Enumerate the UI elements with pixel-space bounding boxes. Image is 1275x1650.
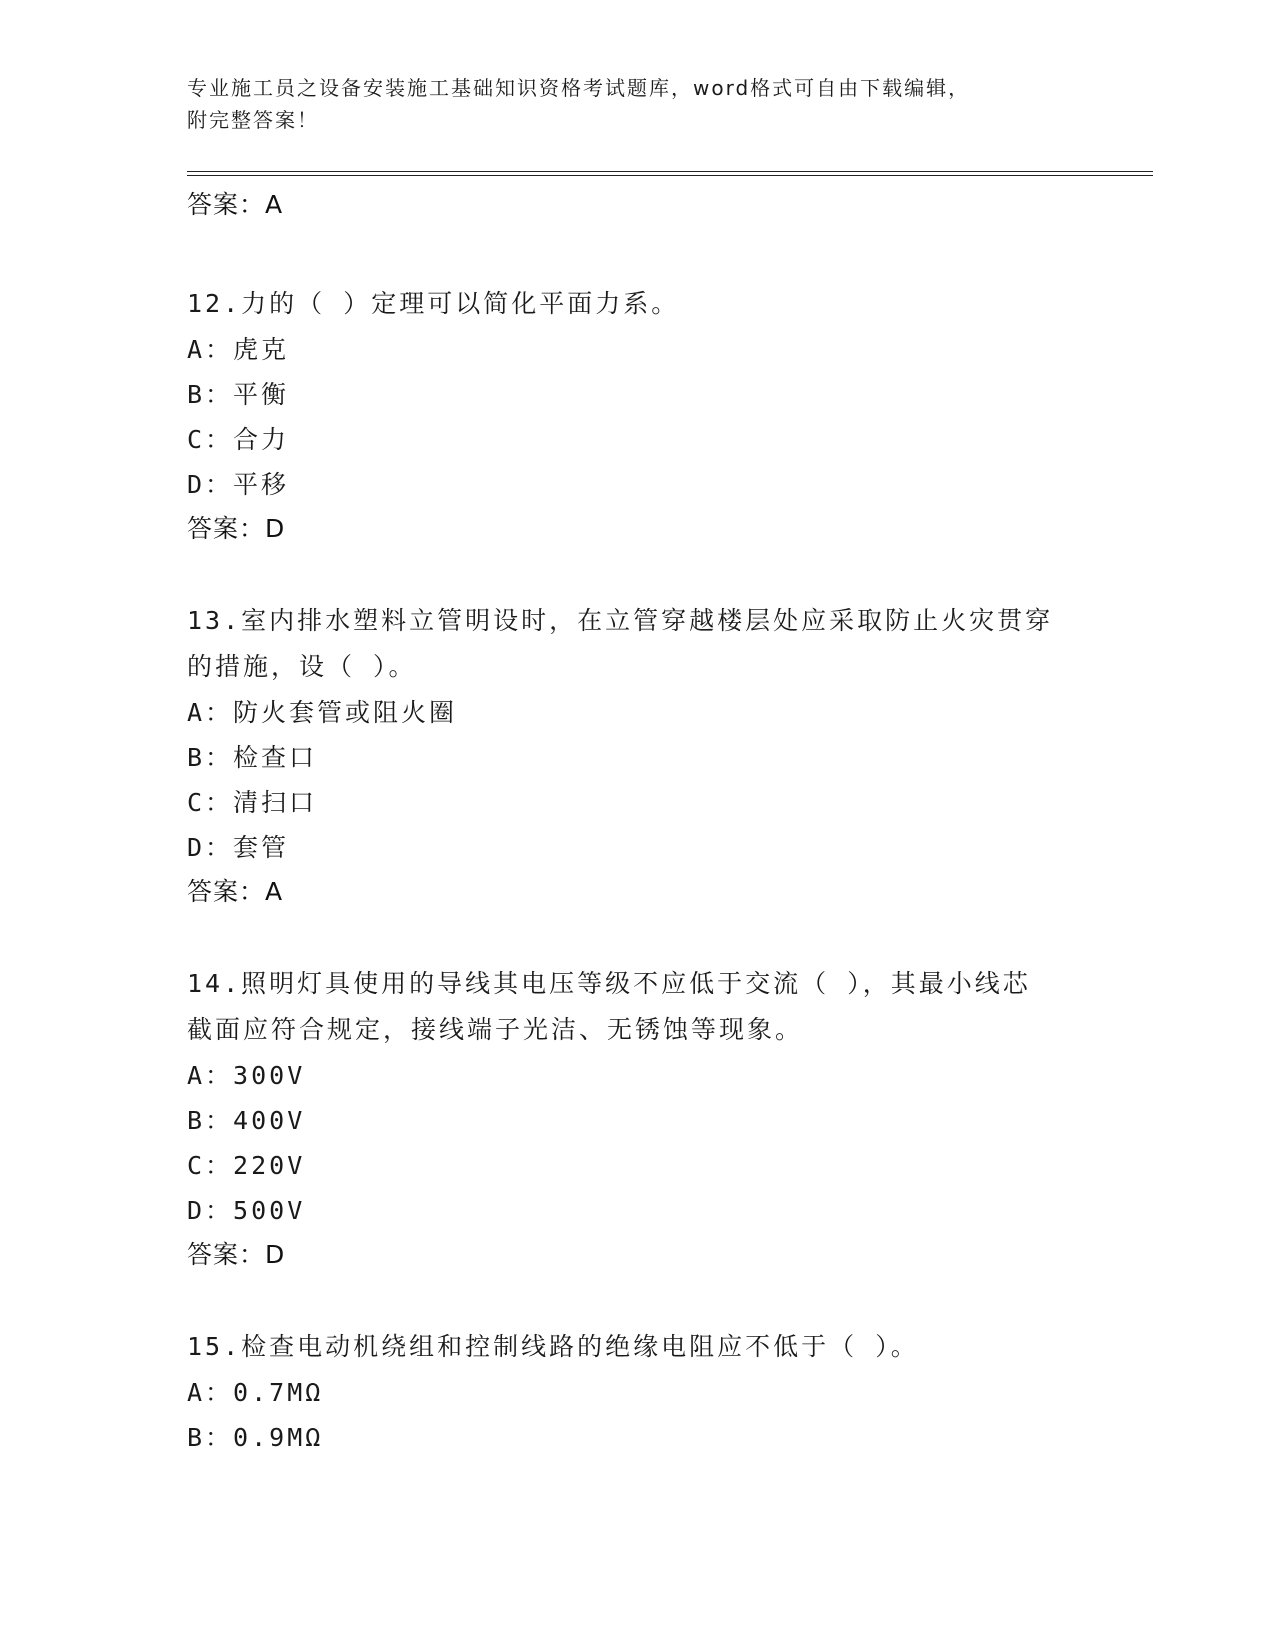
header-rule-bottom (187, 175, 1153, 176)
question-15 (187, 1324, 1087, 1460)
header-line-1: 专业施工员之设备安装施工基础知识资格考试题库，word格式可自由下载编辑， (187, 76, 971, 100)
option-c: C：220V (187, 1151, 306, 1180)
option-d: D：套管 (187, 833, 290, 862)
question-stem (187, 598, 1087, 690)
option-a: A：防火套管或阻火圈 (187, 698, 458, 727)
question-stem-line: 15.检查电动机绕组和控制线路的绝缘电阻应不低于（ ）。 (187, 1332, 919, 1361)
option-d: D：500V (187, 1196, 306, 1225)
header-rule-top (187, 171, 1153, 172)
question-stem-line: 12.力的（ ）定理可以简化平面力系。 (187, 289, 680, 318)
question-stem-line: 14.照明灯具使用的导线其电压等级不应低于交流（ ），其最小线芯 (187, 969, 1031, 998)
question-list (187, 190, 1087, 1460)
option-a: A：300V (187, 1061, 306, 1090)
answer-line: 答案：A (187, 190, 284, 219)
question-stem-line: 的措施，设（ ）。 (187, 652, 417, 681)
question-13 (187, 598, 1087, 914)
question-stem (187, 281, 1087, 327)
answer-line: 答案：D (187, 1240, 286, 1269)
answer-line: 答案：A (187, 877, 284, 906)
document-header (187, 72, 1087, 136)
option-a: A：0.7MΩ (187, 1378, 324, 1407)
answer-line: 答案：D (187, 514, 286, 543)
option-a: A：虎克 (187, 335, 290, 364)
header-line-2: 附完整答案！ (187, 108, 319, 132)
question-stem (187, 1324, 1087, 1370)
question-stem-line: 截面应符合规定，接线端子光洁、无锈蚀等现象。 (187, 1015, 804, 1044)
question-stem-line: 13.室内排水塑料立管明设时，在立管穿越楼层处应采取防止火灾贯穿 (187, 606, 1054, 635)
option-b: B：平衡 (187, 380, 290, 409)
option-b: B：400V (187, 1106, 306, 1135)
option-c: C：清扫口 (187, 788, 318, 817)
option-b: B：0.9MΩ (187, 1423, 324, 1452)
option-d: D：平移 (187, 470, 290, 499)
question-12 (187, 281, 1087, 551)
question-14 (187, 961, 1087, 1277)
option-b: B：检查口 (187, 743, 318, 772)
option-c: C：合力 (187, 425, 290, 454)
question-stem (187, 961, 1087, 1053)
